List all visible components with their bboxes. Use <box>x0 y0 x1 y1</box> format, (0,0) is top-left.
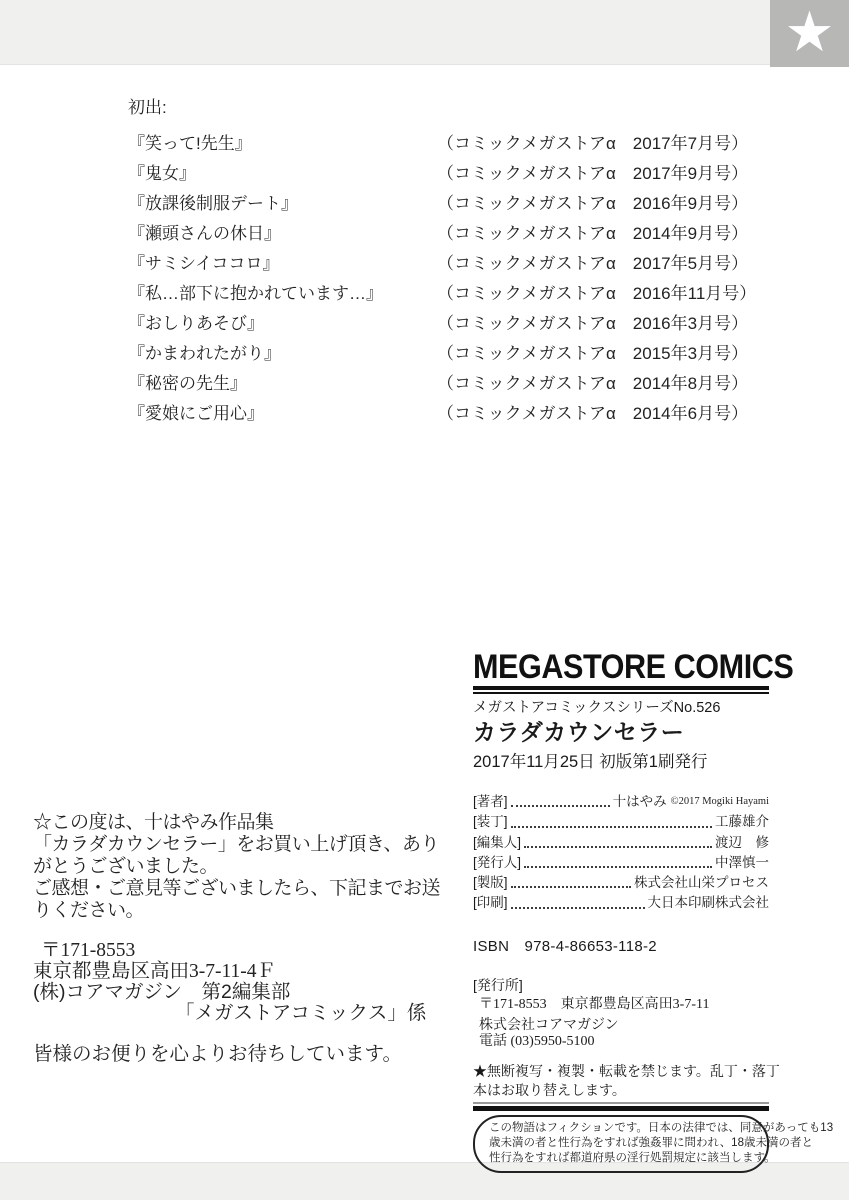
credit-row <box>473 792 769 812</box>
megastore-comics-logo: MEGASTORE COMICS <box>473 648 794 686</box>
magazine-issue: （コミックメガストアα 2016年11月号） <box>437 284 757 303</box>
story-title: 『サミシイココロ』 <box>128 254 280 273</box>
list-item <box>128 164 756 194</box>
thanks-line: ☆この度は、十はやみ作品集 <box>33 812 274 833</box>
colophon-block <box>473 648 834 1173</box>
list-item <box>128 224 756 254</box>
credit-label: [製版] <box>473 875 508 891</box>
list-item <box>128 314 756 344</box>
credit-label: [発行人] <box>473 854 522 870</box>
magazine-issue: （コミックメガストアα 2016年3月号） <box>437 314 749 333</box>
story-title: 『秘密の先生』 <box>128 374 247 393</box>
publisher-block <box>473 976 769 1052</box>
dotted-leader <box>511 805 610 807</box>
thanks-line: ご感想・ご意見等ございましたら、下記までお送 <box>33 878 441 899</box>
notice-line: 本はお取り替えします。 <box>473 1081 626 1098</box>
staff-credits <box>473 792 769 914</box>
list-item <box>128 194 756 224</box>
credit-value: 中澤慎一 <box>715 854 769 870</box>
first-publication-list <box>128 98 756 434</box>
story-title: 『笑って!先生』 <box>128 134 252 153</box>
credit-value: 大日本印刷株式会社 <box>647 895 769 911</box>
notice-line: ★無断複写・複製・転載を禁じます。乱丁・落丁 <box>473 1062 780 1079</box>
list-item <box>128 374 756 404</box>
thanks-note <box>33 812 440 922</box>
list-item <box>128 344 756 374</box>
fiction-disclaimer-box <box>473 1115 834 1173</box>
story-title: 『かまわれたがり』 <box>128 344 281 363</box>
magazine-issue: （コミックメガストアα 2017年9月号） <box>437 164 749 183</box>
credit-label: [著者] <box>473 794 508 809</box>
magazine-issue: （コミックメガストアα 2016年9月号） <box>437 194 749 213</box>
logo-rule-thick <box>473 686 769 690</box>
address-line: 「メガストアコミックス」係 <box>175 1002 427 1024</box>
thanks-line: りください。 <box>33 900 145 921</box>
story-title: 『愛娘にご用心』 <box>128 404 264 423</box>
story-title: 『おしりあそび』 <box>128 314 264 333</box>
magazine-issue: （コミックメガストアα 2017年5月号） <box>437 254 749 273</box>
disclaimer-line: 性行為をすれば都道府県の淫行処罰規定に該当します。 <box>489 1151 776 1164</box>
story-title: 『私…部下に抱かれています…』 <box>128 284 383 303</box>
list-item <box>128 284 756 314</box>
disclaimer-line: 歳未満の者と性行為をすれば強姦罪に問われ、18歳未満の者と <box>489 1136 813 1149</box>
thanks-line: がとうございました。 <box>33 856 219 877</box>
first-publication-header: 初出: <box>128 98 167 117</box>
separator-rule-thin <box>473 1102 769 1104</box>
publisher-address: 〒171-8553 東京都豊島区高田3-7-11 <box>479 997 710 1013</box>
reader-mail-address <box>33 940 426 1024</box>
list-item <box>128 134 756 164</box>
magazine-issue: （コミックメガストアα 2014年8月号） <box>437 374 749 393</box>
address-line: (株)コアマガジン 第2編集部 <box>33 981 291 1003</box>
logo-rule-thin <box>473 692 769 694</box>
dotted-leader <box>524 846 712 848</box>
closing-message: 皆様のお便りを心よりお待ちしています。 <box>33 1043 402 1065</box>
story-title: 『放課後制服デート』 <box>128 194 298 213</box>
credit-row <box>473 893 769 913</box>
separator-rule-thick <box>473 1106 769 1111</box>
print-date: 2017年11月25日 初版第1刷発行 <box>473 753 708 771</box>
star-icon: ★ <box>784 0 835 63</box>
copyright-notice <box>473 1062 780 1100</box>
thanks-line: 「カラダカウンセラー」をお買い上げ頂き、あり <box>33 834 440 855</box>
credit-label: [編集人] <box>473 834 522 850</box>
magazine-issue: （コミックメガストアα 2017年7月号） <box>437 134 749 153</box>
disclaimer-line: この物語はフィクションです。日本の法律では、同意があっても13 <box>489 1121 834 1134</box>
magazine-issue: （コミックメガストアα 2014年6月号） <box>437 404 749 423</box>
publisher-label: [発行所] <box>473 976 523 993</box>
publisher-phone: 電話 (03)5950-5100 <box>479 1034 595 1050</box>
dotted-leader <box>511 826 712 828</box>
dotted-leader <box>524 866 712 868</box>
credit-label: [印刷] <box>473 895 508 911</box>
series-number: メガストアコミックスシリーズNo.526 <box>473 700 721 716</box>
magazine-issue: （コミックメガストアα 2015年3月号） <box>437 344 749 363</box>
postal-code: 〒171-8553 <box>41 940 136 961</box>
book-title: カラダカウンセラー <box>473 719 685 745</box>
publisher-name: 株式会社コアマガジン <box>479 1015 619 1032</box>
story-title: 『鬼女』 <box>128 164 196 183</box>
dotted-leader <box>511 907 645 909</box>
address-line: 東京都豊島区高田3-7-11-4Ｆ <box>33 961 277 982</box>
credit-value: 渡辺 修 <box>715 834 769 850</box>
magazine-issue: （コミックメガストアα 2014年9月号） <box>437 224 749 243</box>
credit-value: 工藤雄介 <box>715 814 769 830</box>
credit-value: 株式会社山栄プロセス <box>634 875 769 891</box>
credit-row <box>473 873 769 893</box>
story-title: 『瀬頭さんの休日』 <box>128 224 281 243</box>
credit-value: 十はやみ <box>612 794 667 809</box>
top-scan-band <box>0 0 849 65</box>
copyright-note: ©2017 Mogiki Hayami <box>670 796 769 807</box>
corner-star-badge[interactable] <box>770 0 849 67</box>
credit-label: [装丁] <box>473 814 508 830</box>
list-item <box>128 404 756 434</box>
credit-row <box>473 833 769 853</box>
dotted-leader <box>511 886 631 888</box>
isbn: ISBN 978-4-86653-118-2 <box>473 937 657 955</box>
credit-row <box>473 853 769 873</box>
credit-row <box>473 812 769 832</box>
list-item <box>128 254 756 284</box>
